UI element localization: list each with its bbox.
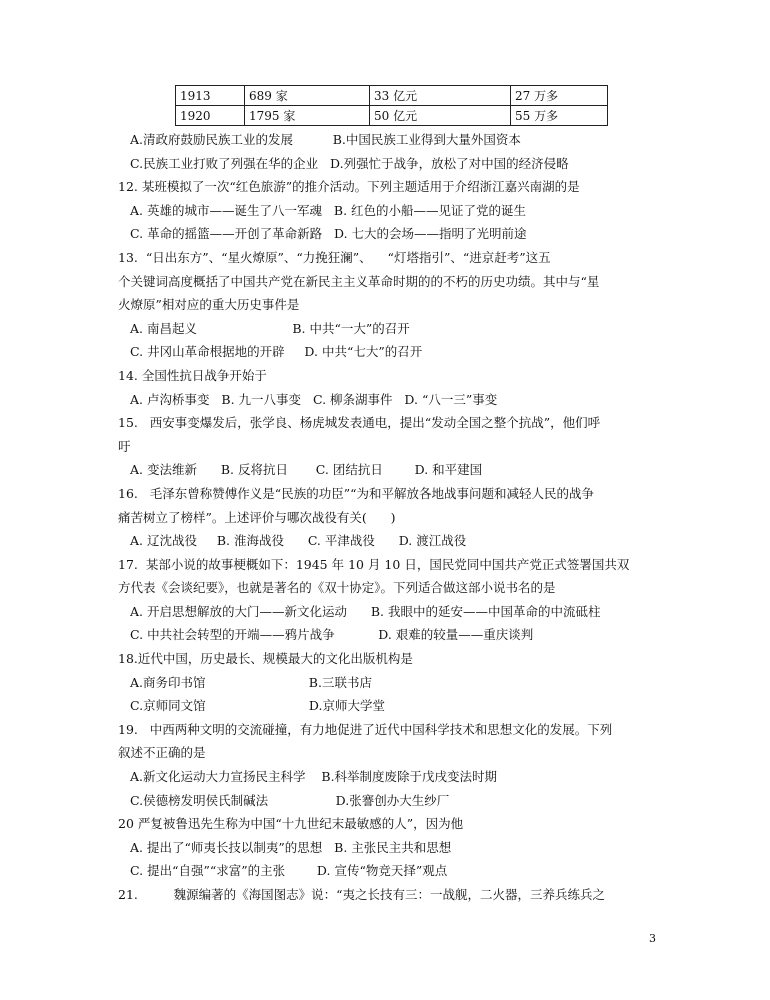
question-line: 吁 [118,438,131,454]
answer-option-line: C.侯德榜发明侯氏制碱法 D.张謇创办大生纱厂 [130,792,450,808]
table-cell: 1913 [176,86,245,106]
question-line: 15. 西安事变爆发后，张学良、杨虎城发表通电，提出“发动全国之整个抗战”，他们呼 [118,415,601,431]
table-cell: 1920 [176,106,245,126]
answer-option-line: A. 变法维新 B. 反将抗日 C. 团结抗日 D. 和平建国 [130,462,483,478]
answer-option-line: A.清政府鼓励民族工业的发展 B.中国民族工业得到大量外国资本 [130,132,521,147]
answer-option-line: A. 卢沟桥事变 B. 九一八事变 C. 柳条湖事件 D. “八一三”事变 [130,391,498,407]
answer-option-line: C. 井冈山革命根据地的开辟 D. 中共“七大”的召开 [130,344,423,360]
answer-option-line: A. 开启思想解放的大门——新文化运动 B. 我眼中的延安——中国革命的中流砥柱 [130,603,601,619]
table-cell: 689 家 [245,86,370,106]
table-cell: 33 亿元 [370,86,511,106]
question-line: 17. 某部小说的故事梗概如下：1945 年 10 月 10 日，国民党同中国共产党正式签署国共双 [118,556,630,572]
table-row [176,106,608,126]
table-cell: 1795 家 [245,106,370,126]
question-line: 痛苦树立了榜样”。上述评价与哪次战役有关( ) [118,509,396,525]
question-line: 18.近代中国，历史最长、规模最大的文化出版机构是 [118,651,413,667]
question-line: 20 严复被鲁迅先生称为中国“十九世纪末最敏感的人”，因为他 [118,816,464,832]
table-body [176,86,608,126]
question-line: 13. “日出东方”、“星火燎原”、“力挽狂澜”、 “灯塔指引”、“进京赶考”这五 [118,249,551,265]
answer-option-line: A.商务印书馆 B.三联书店 [130,674,372,690]
table-row [176,86,608,106]
answer-option-line: A.新文化运动大力宣扬民主科学 B.科举制度废除于戊戌变法时期 [130,769,498,785]
industry-data-table [175,85,608,126]
page-number: 3 [649,932,656,945]
question-line: 火燎原”相对应的重大历史事件是 [118,297,300,313]
answer-option-line: C. 中共社会转型的开端——鸦片战争 D. 艰难的较量——重庆谈判 [130,627,534,643]
table-cell: 55 万多 [511,106,608,126]
question-line: 叙述不正确的是 [118,745,206,761]
table-cell: 27 万多 [511,86,608,106]
question-text [118,128,658,907]
question-line: 12. 某班模拟了一次“红色旅游”的推介活动。下列主题适用于介绍浙江嘉兴南湖的是 [118,179,580,195]
question-line: 19. 中西两种文明的交流碰撞，有力地促进了近代中国科学技术和思想文化的发展。下列 [118,721,613,737]
answer-option-line: A. 南昌起义 B. 中共“一大”的召开 [130,320,410,336]
table-cell: 50 亿元 [370,106,511,126]
answer-option-line: A. 英雄的城市——诞生了八一军魂 B. 红色的小船——见证了党的诞生 [130,202,527,218]
answer-option-line: C.民族工业打败了列强在华的企业 D.列强忙于战争，放松了对中国的经济侵略 [130,155,569,171]
answer-option-line: C. 提出“自强”“求富”的主张 D. 宣传“物竞天择”观点 [130,863,448,879]
answer-option-line: A. 提出了“师夷长技以制夷”的思想 B. 主张民主共和思想 [130,839,452,855]
question-line: 16. 毛泽东曾称赞傅作义是“民族的功臣”“为和平解放各地战事问题和减轻人民的战争 [118,485,594,501]
question-line: 21. 魏源编著的《海国图志》说：“夷之长技有三：一战舰，二火器，三养兵练兵之 [118,887,606,902]
answer-option-line: C.京师同文馆 D.京师大学堂 [130,698,385,714]
answer-option-line: A. 辽沈战役 B. 淮海战役 C. 平津战役 D. 渡江战役 [130,533,467,549]
question-line: 方代表《会谈纪要》，也就是著名的《双十协定》。下列适合做这部小说书名的是 [118,580,556,596]
question-line: 14. 全国性抗日战争开始于 [118,367,267,383]
answer-option-line: C. 革命的摇篮——开创了革命新路 D. 七大的会场——指明了光明前途 [130,226,527,242]
question-line: 个关键词高度概括了中国共产党在新民主主义革命时期的的不朽的历史功绩。其中与“星 [118,273,600,289]
